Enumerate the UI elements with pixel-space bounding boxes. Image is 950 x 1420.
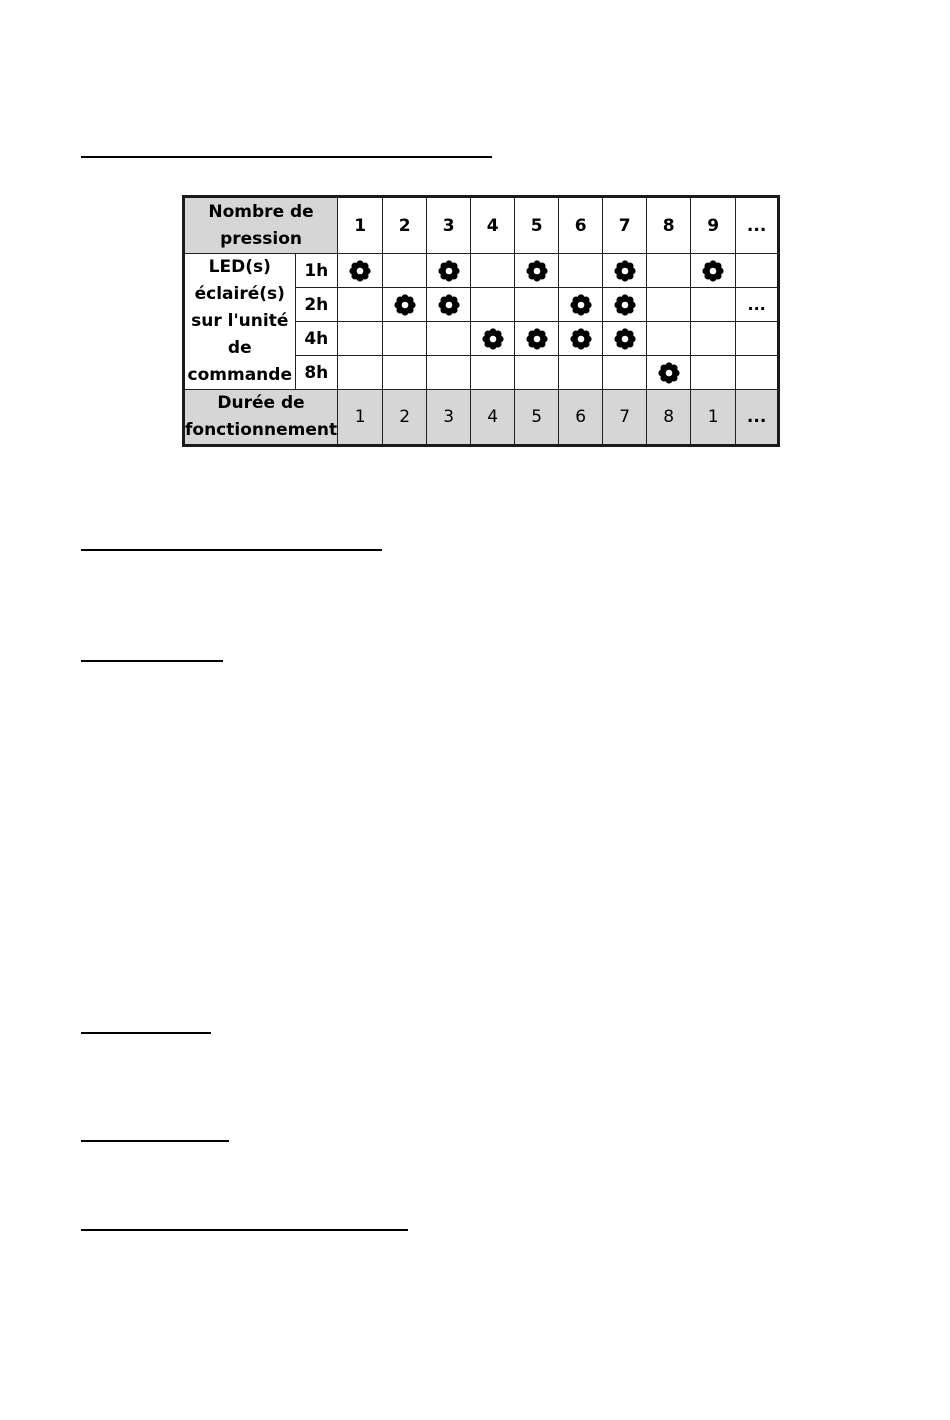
duration-unit-label: 4h xyxy=(295,322,338,356)
led-cell xyxy=(736,322,779,356)
duration-unit-label: 2h xyxy=(295,288,338,322)
duration-unit-label: 8h xyxy=(295,356,338,390)
heading-underline-6 xyxy=(81,1229,408,1231)
header-row xyxy=(184,197,779,254)
led-on-icon xyxy=(658,362,680,384)
led-cell xyxy=(691,322,736,356)
led-on-icon xyxy=(438,260,460,282)
led-cell xyxy=(691,288,736,322)
led-on-icon xyxy=(438,294,460,316)
led-cell xyxy=(427,322,471,356)
heading-underline-2 xyxy=(81,549,382,551)
led-cell xyxy=(383,356,427,390)
continuation-marker: ... xyxy=(747,294,766,314)
led-cell xyxy=(647,288,691,322)
duration-unit-label: 1h xyxy=(295,254,338,288)
duration-value: 6 xyxy=(559,390,603,446)
led-cell-lit xyxy=(603,288,647,322)
led-on-icon xyxy=(570,328,592,350)
led-on-icon xyxy=(526,260,548,282)
duration-value: 8 xyxy=(647,390,691,446)
led-cell-lit xyxy=(471,322,515,356)
led-cell xyxy=(471,288,515,322)
led-cell-lit xyxy=(427,288,471,322)
led-on-icon xyxy=(482,328,504,350)
press-number: ... xyxy=(736,197,779,254)
press-number: 3 xyxy=(427,197,471,254)
led-row-1h xyxy=(184,254,779,288)
led-cell-lit xyxy=(603,254,647,288)
press-number: 8 xyxy=(647,197,691,254)
label-line: fonctionnement xyxy=(185,420,338,440)
duration-value: 4 xyxy=(471,390,515,446)
press-number: 7 xyxy=(603,197,647,254)
led-cell xyxy=(559,254,603,288)
duration-value: 2 xyxy=(383,390,427,446)
led-cell xyxy=(383,254,427,288)
led-cell-lit xyxy=(515,322,559,356)
press-number: 6 xyxy=(559,197,603,254)
label-line: sur l'unité xyxy=(191,311,289,331)
led-cell xyxy=(736,356,779,390)
led-cell xyxy=(691,356,736,390)
led-cell-lit xyxy=(338,254,383,288)
led-cell-lit xyxy=(647,356,691,390)
led-on-icon xyxy=(526,328,548,350)
led-cell-lit xyxy=(691,254,736,288)
led-cell-lit xyxy=(559,288,603,322)
led-on-icon xyxy=(614,294,636,316)
led-cell xyxy=(515,356,559,390)
heading-underline-3 xyxy=(81,660,223,662)
led-cell xyxy=(338,288,383,322)
led-cell xyxy=(338,322,383,356)
led-on-icon xyxy=(702,260,724,282)
led-cell xyxy=(559,356,603,390)
heading-underline-1 xyxy=(81,156,492,158)
label-line: commande xyxy=(187,365,292,385)
led-cell xyxy=(647,322,691,356)
led-cell xyxy=(471,356,515,390)
led-cell xyxy=(736,254,779,288)
led-on-icon xyxy=(349,260,371,282)
led-cell xyxy=(603,356,647,390)
duration-value: 3 xyxy=(427,390,471,446)
led-cell xyxy=(383,322,427,356)
press-number: 2 xyxy=(383,197,427,254)
led-cell xyxy=(736,288,779,322)
led-label xyxy=(184,254,296,390)
heading-underline-4 xyxy=(81,1032,211,1034)
led-on-icon xyxy=(570,294,592,316)
led-cell xyxy=(338,356,383,390)
led-cell xyxy=(471,254,515,288)
label-line: Durée de xyxy=(217,393,305,413)
led-cell-lit xyxy=(559,322,603,356)
duration-value: ... xyxy=(736,390,779,446)
heading-underline-5 xyxy=(81,1140,229,1142)
led-cell-lit xyxy=(515,254,559,288)
led-on-icon xyxy=(614,328,636,350)
label-line: de xyxy=(227,338,252,358)
led-cell xyxy=(515,288,559,322)
label-line: éclairé(s) xyxy=(194,284,285,304)
label-line: pression xyxy=(220,228,303,249)
led-duration-table xyxy=(182,195,780,447)
press-number: 4 xyxy=(471,197,515,254)
press-count-label xyxy=(184,197,338,254)
duration-value: 1 xyxy=(338,390,383,446)
press-number: 5 xyxy=(515,197,559,254)
led-on-icon xyxy=(394,294,416,316)
led-cell-lit xyxy=(603,322,647,356)
led-cell-lit xyxy=(383,288,427,322)
duration-value: 7 xyxy=(603,390,647,446)
led-cell-lit xyxy=(427,254,471,288)
duration-label xyxy=(184,390,338,446)
led-on-icon xyxy=(614,260,636,282)
led-cell xyxy=(427,356,471,390)
duration-row xyxy=(184,390,779,446)
label-line: LED(s) xyxy=(208,257,271,277)
press-number: 1 xyxy=(338,197,383,254)
led-cell xyxy=(647,254,691,288)
press-number: 9 xyxy=(691,197,736,254)
duration-value: 1 xyxy=(691,390,736,446)
label-line: Nombre de xyxy=(208,201,314,222)
duration-value: 5 xyxy=(515,390,559,446)
